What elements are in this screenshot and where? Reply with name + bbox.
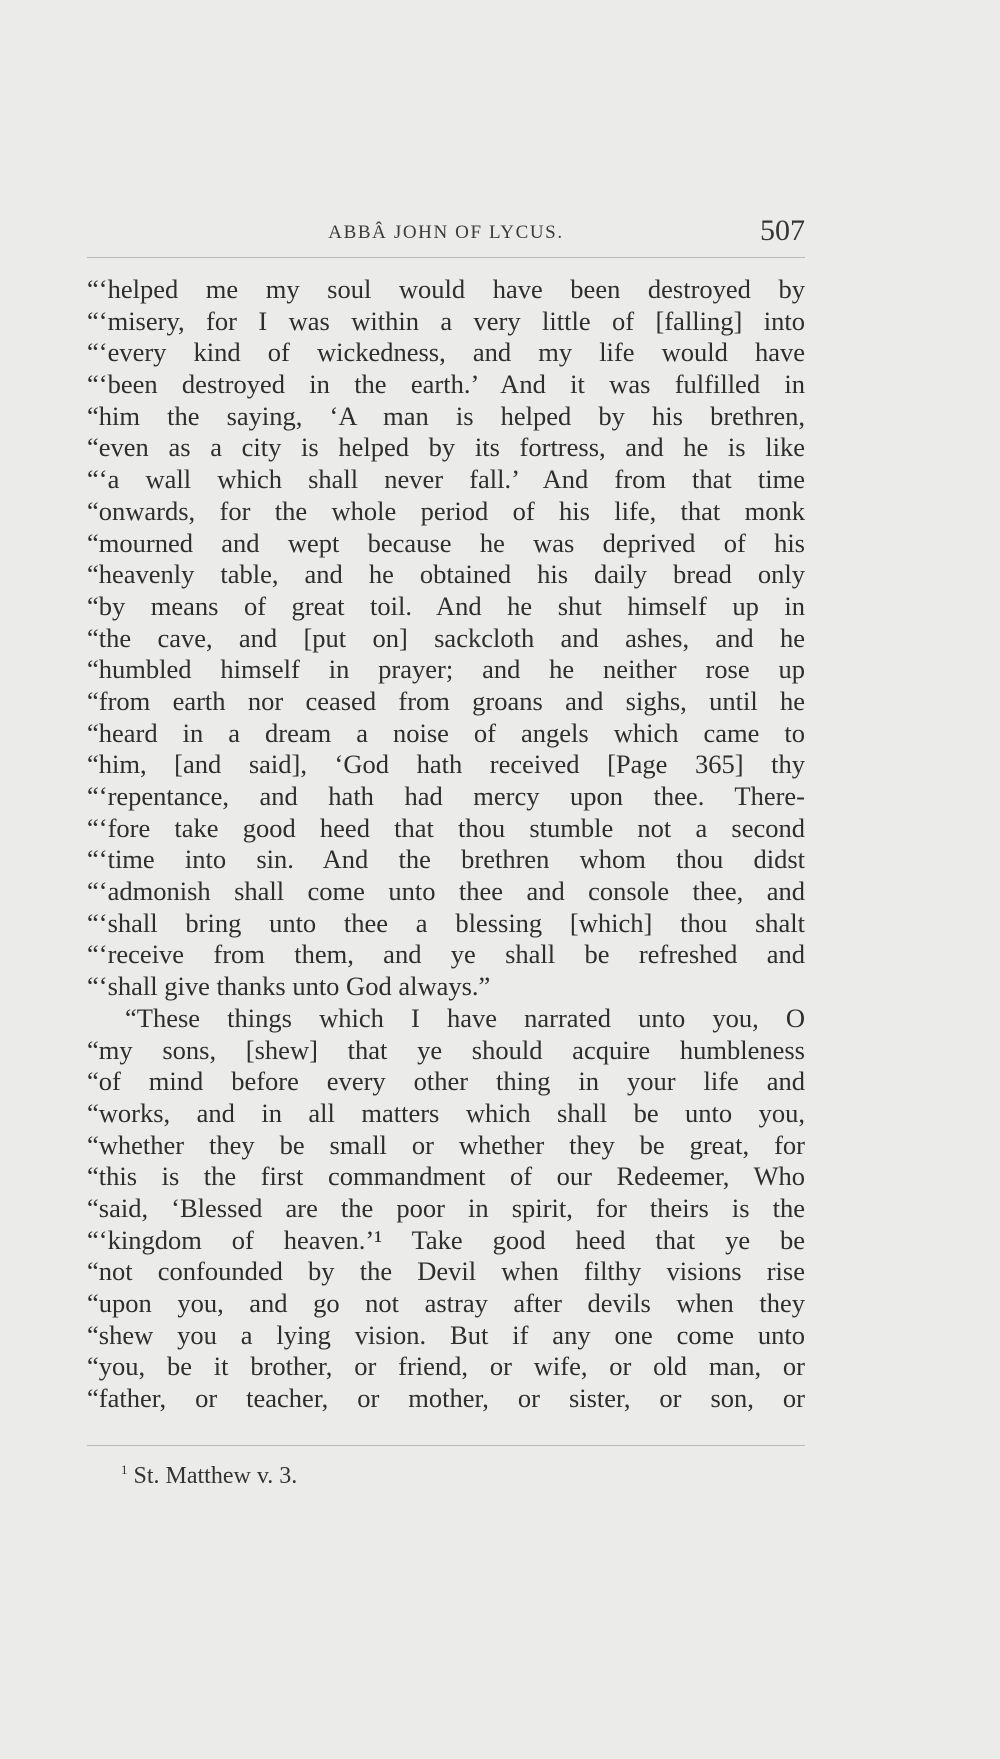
text-line: “by means of great toil. And he shut himself up in [87,590,805,621]
text-line: “father, or teacher, or mother, or sister, or son, or [87,1383,805,1414]
text-line: “the cave, and [put on] sackcloth and ashes, and he [87,622,805,653]
text-line: “this is the first commandment of our Redeemer, Who [87,1161,805,1192]
text-line: “him, [and said], ‘God hath received [Page 365] thy [87,749,805,780]
footnote-text: St. Matthew v. 3. [133,1463,298,1489]
text-line: “humbled himself in prayer; and he neither rose up [87,654,805,685]
text-line: “of mind before every other thing in your life and [87,1066,805,1097]
text-line: “not confounded by the Devil when filthy visions rise [87,1256,805,1287]
text-line: “mourned and wept because he was deprived of his [87,527,805,558]
text-line: “onwards, for the whole period of his life, that monk [87,495,805,526]
running-head [87,214,805,254]
text-line: “‘helped me my soul would have been destroyed by [87,274,805,304]
text-line: “‘repentance, and hath had mercy upon thee. There- [87,781,805,811]
header-rule [87,257,805,258]
page-number: 507 [760,214,805,247]
text-line: “‘fore take good heed that thou stumble not a second [87,812,805,843]
body-text [87,274,805,1415]
text-line: “‘receive from them, and ye shall be refreshed and [87,939,805,970]
text-line: “‘time into sin. And the brethren whom thou didst [87,844,805,875]
text-line: “‘a wall which shall never fall.’ And from that time [87,464,805,495]
text-line: “from earth nor ceased from groans and sighs, until he [87,685,805,716]
footnote-marker: 1 [121,1462,128,1477]
footnote [121,1462,297,1490]
text-line: “even as a city is helped by its fortress, and he is like [87,432,805,463]
text-line: “‘misery, for I was within a very little of [falling] into [87,305,805,336]
text-line: “upon you, and go not astray after devils when they [87,1288,805,1318]
paragraph-last-line: “‘shall give thanks unto God always.” [87,971,491,1002]
text-line: “shew you a lying vision. But if any one come unto [87,1319,805,1350]
text-line: “‘kingdom of heaven.’¹ Take good heed that ye be [87,1224,805,1255]
paragraph-first-line: “These things which I have narrated unto you, O [125,1002,805,1033]
text-line: “‘shall bring unto thee a blessing [which] thou shalt [87,907,805,938]
text-line: “said, ‘Blessed are the poor in spirit, for theirs is the [87,1192,805,1223]
text-line: “works, and in all matters which shall be unto you, [87,1097,805,1128]
text-line: “‘admonish shall come unto thee and console thee, and [87,876,805,907]
text-line: “‘every kind of wickedness, and my life would have [87,337,805,368]
running-title: ABBÂ JOHN OF LYCUS. [328,222,564,243]
text-line: “heavenly table, and he obtained his daily bread only [87,559,805,590]
footnote-rule [87,1445,805,1446]
text-line: “‘been destroyed in the earth.’ And it was fulfilled in [87,369,805,400]
text-line: “him the saying, ‘A man is helped by his brethren, [87,400,805,431]
text-line: “you, be it brother, or friend, or wife, or old man, or [87,1351,805,1382]
text-line: “heard in a dream a noise of angels which came to [87,717,805,748]
text-line: “my sons, [shew] that ye should acquire humbleness [87,1034,805,1065]
text-line: “whether they be small or whether they be great, for [87,1129,805,1160]
